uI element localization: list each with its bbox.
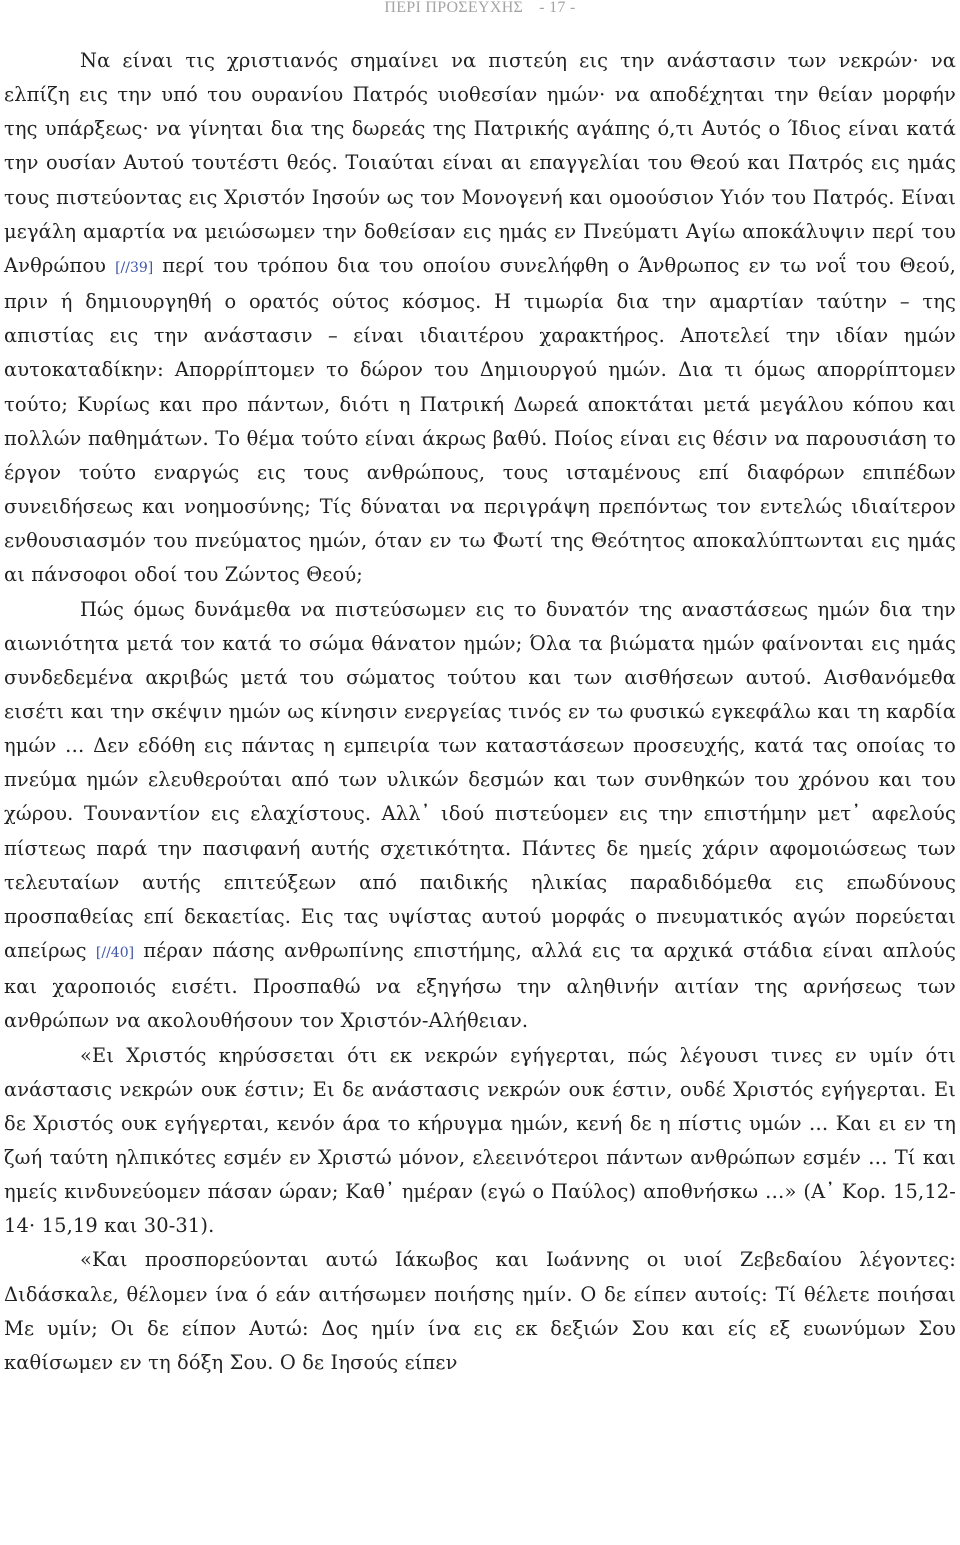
paragraph-text: «Και προσπορεύονται αυτώ Ιάκωβος και Ιωάννης οι υιοί Ζεβεδαίου λέγοντες: Διδάσκαλε, θέλομεν ίνα ό εάν αιτήσωμεν ποιήσης ημίν. Ο δε είπεν αυτοίς: Τί θέλετε ποιήσαι Με υμίν; Οι δε είπον Αυτώ: Δος ημίν ίνα εις εκ δεξιών Σου και είς εξ ευωνύμων Σου καθίσωμεν εν τη δόξη Σου. Ο δε Ιησούς είπεν [4,1248,956,1374]
text-body [4,44,956,1380]
paragraph-text: Να είναι τις χριστιανός σημαίνει να πιστεύη εις την ανάστασιν των νεκρών· να ελπίζη εις την υπό του ουρανίου Πατρός υιοθεσίαν ημών· να αποδέχηται την θείαν μορφήν της υπάρξεως· να γίνηται δια της δωρεάς της Πατρικής αγάπης ό,τι Αυτός ο Ίδιος είναι κατά την ουσίαν Αυτού τουτέστι θεός. Τοιαύται είναι αι επαγγελίαι του Θεού και Πατρός εις ημάς τους πιστεύοντας εις Χριστόν Ιησούν ως τον Μονογενή και ομοούσιον Υιόν του Πατρός. Είναι μεγάλη αμαρτία να μειώσωμεν την δοθείσαν εις ημάς εν Πνεύματι Αγίω αποκάλυψιν περί του Ανθρώπου [4,49,956,277]
page-reference: [//39] [115,259,154,276]
page-reference: [//40] [95,945,135,962]
paragraph-text: Πώς όμως δυνάμεθα να πιστεύσωμεν εις το δυνατόν της αναστάσεως ημών δια την αιωνιότητα μετά τον κατά το σώμα θάνατον ημών; Όλα τα βιώματα ημών φαίνονται εις ημάς συνδεδεμένα ακριβώς μετά του σώματος τούτου και των αισθήσεων αυτού. Αισθανόμεθα εισέτι και την σκέψιν ημών ως κίνησιν ενεργείας τινός εν τω φυσικώ εγκεφάλω και τη καρδία ημών … Δεν εδόθη εις πάντας η εμπειρία των καταστάσεων προσευχής, κατά τας οποίας το πνεύμα ημών ελευθερούται από των υλικών δεσμών και των συνθηκών του χρόνου και του χώρου. Τουναντίον εις ελαχίστους. Αλλ᾽ ιδού πιστεύομεν εις την επιστήμην μετ᾽ αφελούς πίστεως παρά την πασιφανή αυτής σχετικότητα. Πάντες δε ημείς χάριν αφομοιώσεως των τελευταίων αυτής επιτεύξεων από παιδικής ηλικίας παραδιδόμεθα εις επωδύνους προσπαθείας επί δεκαετίας. Εις τας υψίστας αυτού μορφάς ο πνευματικός αγών πορεύεται απείρως [4,597,956,963]
page-number: - 17 - [539,0,576,16]
paragraph-text: περί του τρόπου δια του οποίου συνελήφθη ο Άνθρωπος εν τω νοΐ του Θεού, πριν ή δημιουργηθή ο ορατός ούτος κόσμος. Η τιμωρία δια την αμαρτίαν ταύτην – της απιστίας εις την ανάστασιν – είναι ιδιαιτέρου χαρακτήρος. Αποτελεί την ιδίαν ημών αυτοκαταδίκην: Απορρίπτομεν το δώρον του Δημιουργού ημών. Δια τι όμως απορρίπτομεν τούτο; Κυρίως και προ πάντων, διότι η Πατρική Δωρεά αποκτάται μετά μεγάλου κόπου και πολλών παθημάτων. Το θέμα τούτο είναι άκρως βαθύ. Ποίος είναι εις θέσιν να παρουσιάση το έργον τούτο εναργώς εις τους ανθρώπους, τους ισταμένους επί διαφόρων επιπέδων συνειδήσεως και νοημοσύνης; Τίς δύναται να περιγράψη πρεπόντως τον εντελώς ιδιαίτερον ενθουσιασμόν του πνεύματος ημών, όταν εν τω Φωτί της Θεότητος αποκαλύπτωνται εις ημάς αι πάνσοφοι οδοί του Ζώντος Θεού; [4,253,956,587]
body-paragraph [4,1243,956,1380]
header-title: ΠΕΡΙ ΠΡΟΣΕΥΧΗΣ [384,0,524,16]
running-header [0,0,960,22]
body-paragraph [4,593,956,1039]
paragraph-text: «Ει Χριστός κηρύσσεται ότι εκ νεκρών εγήγερται, πώς λέγουσι τινες εν υμίν ότι ανάστασις νεκρών ουκ έστιν; Ει δε ανάστασις νεκρών ουκ έστιν, ουδέ Χριστός εγήγερται. Ει δε Χριστός ουκ εγήγερται, κενόν άρα το κήρυγμα ημών, κενή δε η πίστις υμών … Και ει εν τη ζωή ταύτη ηλπικότες εσμέν εν Χριστώ μόνον, ελεεινότεροι πάντων ανθρώπων εσμέν … Τί και ημείς κινδυνεύομεν πάσαν ώραν; Καθ᾽ ημέραν (εγώ ο Παύλος) αποθνήσκω …» (Α᾽ Κορ. 15,12-14· 15,19 και 30-31). [4,1043,956,1238]
body-paragraph [4,1039,956,1244]
body-paragraph [4,44,956,593]
paragraph-text: πέραν πάσης ανθρωπίνης επιστήμης, αλλά εις τα αρχικά στάδια είναι απλούς και χαροποιός εισέτι. Προσπαθώ να εξηγήσω την αληθινήν αιτίαν της αρνήσεως των ανθρώπων να ακολουθήσουν τον Χριστόν-Αλήθειαν. [4,939,956,1033]
